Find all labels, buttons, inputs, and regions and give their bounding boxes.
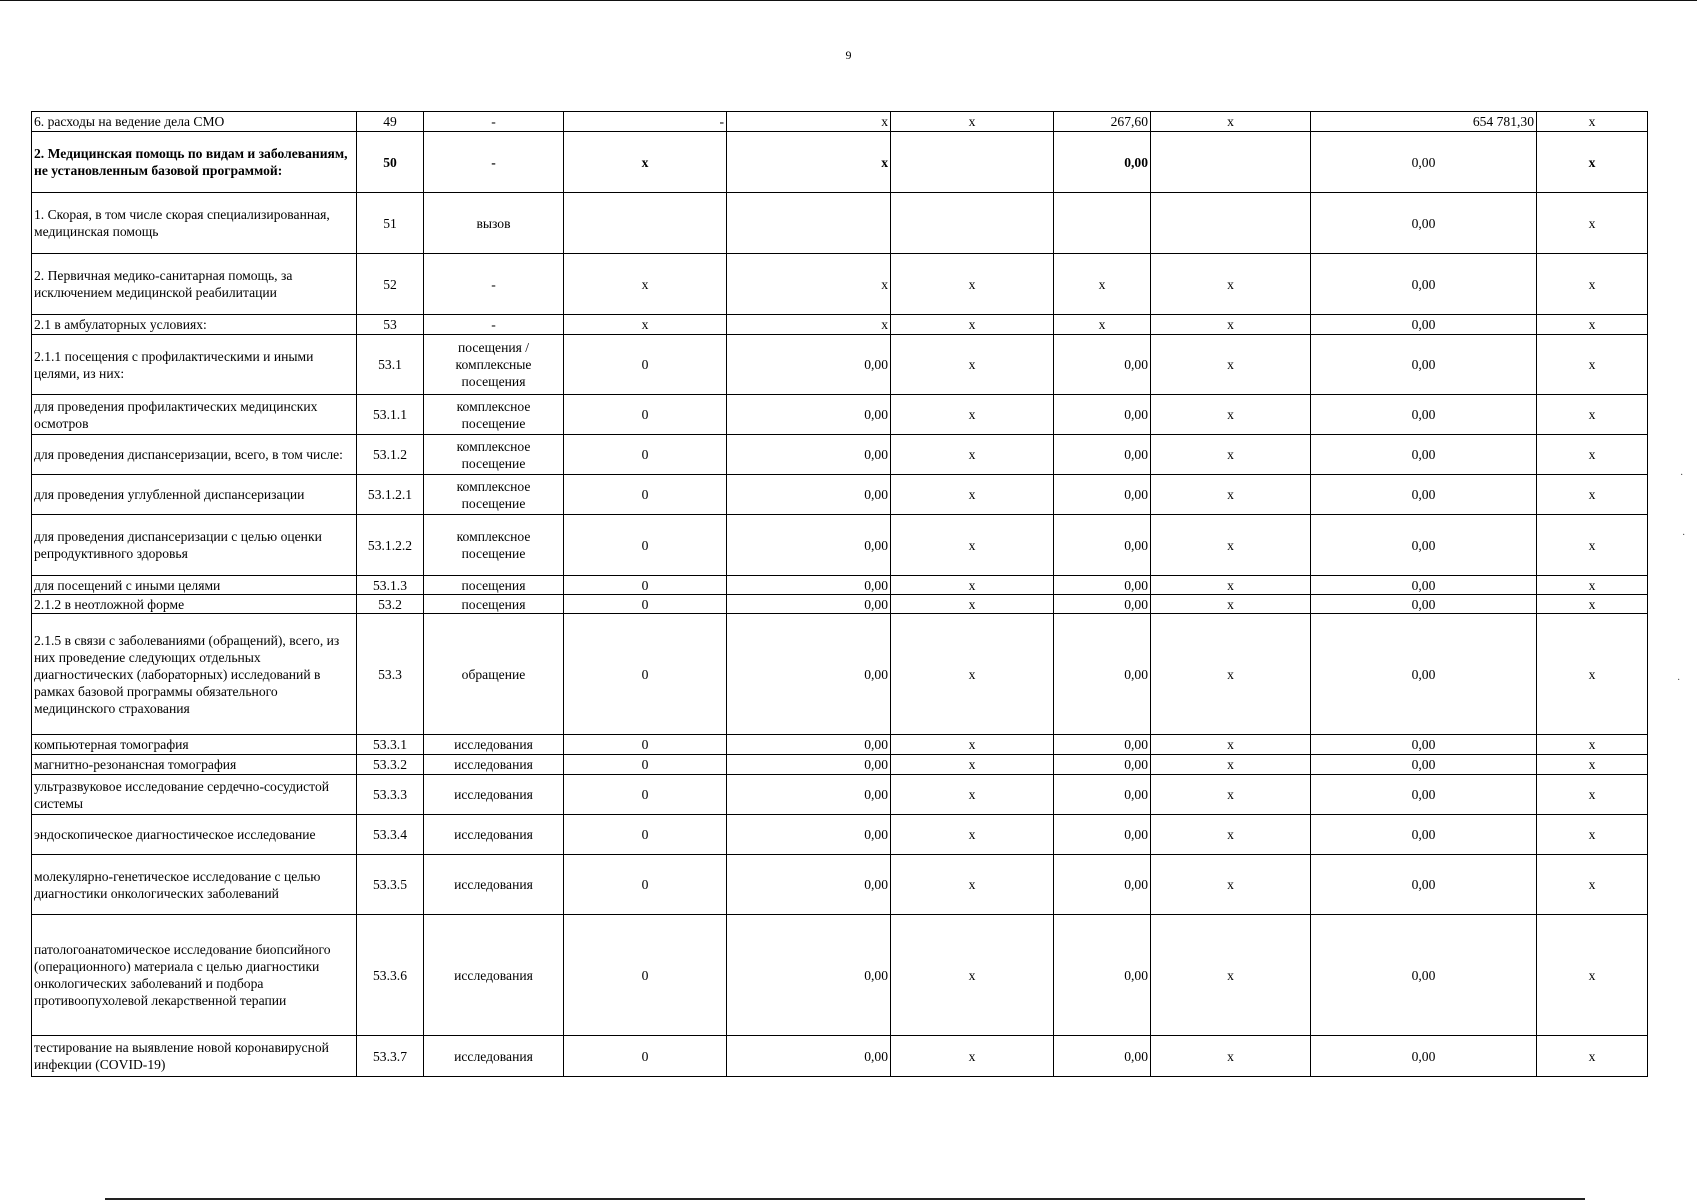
row-code: 53.1.2: [357, 435, 424, 475]
row-col-1: 0: [564, 395, 727, 435]
row-col-3: [891, 193, 1054, 254]
row-code: 53.3.7: [357, 1036, 424, 1077]
row-col-7: x: [1537, 614, 1648, 735]
row-name: 2.1.5 в связи с заболеваниями (обращений), всего, из них проведение следующих отдельных диагностических (лабораторных) исследований в рамках базовой программы обязательного медицинского страхования: [32, 614, 357, 735]
row-col-5: x: [1151, 254, 1311, 315]
row-col-2: 0,00: [727, 775, 891, 815]
row-col-2: x: [727, 112, 891, 132]
row-col-2: x: [727, 315, 891, 335]
table-row: [32, 915, 1648, 1036]
row-col-6: 0,00: [1311, 775, 1537, 815]
row-col-4: [1054, 193, 1151, 254]
row-code: 53.1.3: [357, 576, 424, 595]
table-row: [32, 576, 1648, 595]
table-row: [32, 335, 1648, 395]
row-col-7: x: [1537, 855, 1648, 915]
row-col-2: 0,00: [727, 395, 891, 435]
row-col-2: x: [727, 254, 891, 315]
row-col-7: x: [1537, 435, 1648, 475]
table-row: [32, 755, 1648, 775]
row-col-4: 0,00: [1054, 576, 1151, 595]
row-col-2: 0,00: [727, 614, 891, 735]
row-code: 53.3.6: [357, 915, 424, 1036]
row-col-5: x: [1151, 735, 1311, 755]
row-col-3: x: [891, 775, 1054, 815]
row-name: 6. расходы на ведение дела СМО: [32, 112, 357, 132]
row-code: 50: [357, 132, 424, 193]
table-row: [32, 1036, 1648, 1077]
row-name: для посещений с иными целями: [32, 576, 357, 595]
row-col-2: 0,00: [727, 735, 891, 755]
row-code: 52: [357, 254, 424, 315]
row-col-5: x: [1151, 395, 1311, 435]
scan-speck: ·: [1682, 530, 1686, 541]
row-col-7: x: [1537, 254, 1648, 315]
row-col-4: 0,00: [1054, 915, 1151, 1036]
row-col-2: 0,00: [727, 435, 891, 475]
row-col-4: 0,00: [1054, 775, 1151, 815]
row-col-6: 0,00: [1311, 335, 1537, 395]
table-row: [32, 595, 1648, 614]
row-col-5: x: [1151, 515, 1311, 576]
table-row: [32, 435, 1648, 475]
row-col-7: x: [1537, 775, 1648, 815]
row-name: для проведения диспансеризации, всего, в том числе:: [32, 435, 357, 475]
row-name: магнитно-резонансная томография: [32, 755, 357, 775]
row-col-1: 0: [564, 755, 727, 775]
row-col-7: x: [1537, 193, 1648, 254]
row-code: 53.3.2: [357, 755, 424, 775]
row-name: патологоанатомическое исследование биопсийного (операционного) материала с целью диагностики онкологических заболеваний и подбора противоопухолевой лекарственной терапии: [32, 915, 357, 1036]
row-col-4: 0,00: [1054, 132, 1151, 193]
row-col-7: x: [1537, 315, 1648, 335]
row-unit: исследования: [424, 755, 564, 775]
table-row: [32, 515, 1648, 576]
row-code: 49: [357, 112, 424, 132]
row-col-2: 0,00: [727, 855, 891, 915]
row-code: 53.1.1: [357, 395, 424, 435]
row-col-4: 0,00: [1054, 855, 1151, 915]
row-col-5: x: [1151, 112, 1311, 132]
row-code: 53.3: [357, 614, 424, 735]
row-col-7: x: [1537, 755, 1648, 775]
row-unit: исследования: [424, 855, 564, 915]
row-col-1: 0: [564, 435, 727, 475]
row-col-1: 0: [564, 475, 727, 515]
row-col-1: 0: [564, 775, 727, 815]
row-col-1: 0: [564, 735, 727, 755]
row-col-6: 0,00: [1311, 193, 1537, 254]
table-row: [32, 112, 1648, 132]
table-row: [32, 315, 1648, 335]
row-unit: -: [424, 132, 564, 193]
row-unit: исследования: [424, 1036, 564, 1077]
row-col-3: x: [891, 1036, 1054, 1077]
row-col-3: x: [891, 755, 1054, 775]
row-col-6: 0,00: [1311, 395, 1537, 435]
row-unit: исследования: [424, 815, 564, 855]
row-unit: исследования: [424, 775, 564, 815]
row-col-4: 0,00: [1054, 614, 1151, 735]
row-col-5: x: [1151, 855, 1311, 915]
row-col-2: 0,00: [727, 475, 891, 515]
row-name: компьютерная томография: [32, 735, 357, 755]
row-col-2: 0,00: [727, 815, 891, 855]
row-col-3: [891, 132, 1054, 193]
row-col-3: x: [891, 254, 1054, 315]
row-unit: комплексное посещение: [424, 515, 564, 576]
row-col-2: 0,00: [727, 1036, 891, 1077]
page-number: 9: [845, 48, 852, 62]
row-name: для проведения диспансеризации с целью оценки репродуктивного здоровья: [32, 515, 357, 576]
row-col-4: 0,00: [1054, 815, 1151, 855]
row-code: 53.3.3: [357, 775, 424, 815]
row-col-6: 0,00: [1311, 254, 1537, 315]
row-col-7: x: [1537, 132, 1648, 193]
row-col-6: 0,00: [1311, 132, 1537, 193]
row-col-5: x: [1151, 435, 1311, 475]
row-unit: исследования: [424, 915, 564, 1036]
table-row: [32, 254, 1648, 315]
row-col-5: x: [1151, 475, 1311, 515]
row-col-6: 0,00: [1311, 576, 1537, 595]
scan-speck: ·: [1677, 675, 1681, 686]
row-col-4: x: [1054, 254, 1151, 315]
row-code: 51: [357, 193, 424, 254]
row-col-3: x: [891, 112, 1054, 132]
row-code: 53.3.1: [357, 735, 424, 755]
row-name: для проведения углубленной диспансеризации: [32, 475, 357, 515]
row-name: 2.1.2 в неотложной форме: [32, 595, 357, 614]
report-table: [31, 111, 1648, 1077]
table-row: [32, 395, 1648, 435]
row-col-5: x: [1151, 755, 1311, 775]
row-col-6: 0,00: [1311, 1036, 1537, 1077]
scan-top-border: [0, 0, 1697, 1]
row-col-4: 267,60: [1054, 112, 1151, 132]
row-col-2: x: [727, 132, 891, 193]
row-col-5: x: [1151, 815, 1311, 855]
row-col-1: 0: [564, 1036, 727, 1077]
row-col-6: 0,00: [1311, 815, 1537, 855]
row-col-4: x: [1054, 315, 1151, 335]
row-col-3: x: [891, 576, 1054, 595]
row-unit: -: [424, 112, 564, 132]
row-name: молекулярно-генетическое исследование с целью диагностики онкологических заболеваний: [32, 855, 357, 915]
row-name: 2.1 в амбулаторных условиях:: [32, 315, 357, 335]
row-name: тестирование на выявление новой коронавирусной инфекции (COVID-19): [32, 1036, 357, 1077]
row-col-3: x: [891, 335, 1054, 395]
row-col-7: x: [1537, 475, 1648, 515]
row-col-1: 0: [564, 915, 727, 1036]
row-unit: обращение: [424, 614, 564, 735]
row-unit: -: [424, 254, 564, 315]
row-col-5: x: [1151, 775, 1311, 815]
row-col-2: [727, 193, 891, 254]
row-col-7: x: [1537, 915, 1648, 1036]
row-unit: комплексное посещение: [424, 395, 564, 435]
row-col-7: x: [1537, 595, 1648, 614]
row-code: 53.2: [357, 595, 424, 614]
row-unit: посещения: [424, 576, 564, 595]
row-col-3: x: [891, 595, 1054, 614]
table-row: [32, 775, 1648, 815]
table-row: [32, 815, 1648, 855]
row-col-2: 0,00: [727, 755, 891, 775]
row-col-6: 654 781,30: [1311, 112, 1537, 132]
row-col-4: 0,00: [1054, 435, 1151, 475]
row-col-3: x: [891, 815, 1054, 855]
row-col-1: x: [564, 254, 727, 315]
row-col-3: x: [891, 855, 1054, 915]
row-col-5: [1151, 132, 1311, 193]
row-col-5: x: [1151, 576, 1311, 595]
row-col-3: x: [891, 315, 1054, 335]
row-col-1: 0: [564, 576, 727, 595]
row-col-6: 0,00: [1311, 614, 1537, 735]
row-col-1: 0: [564, 335, 727, 395]
row-col-1: 0: [564, 614, 727, 735]
row-col-3: x: [891, 515, 1054, 576]
row-col-2: 0,00: [727, 335, 891, 395]
row-name: ультразвуковое исследование сердечно-сосудистой системы: [32, 775, 357, 815]
row-col-6: 0,00: [1311, 595, 1537, 614]
row-col-1: 0: [564, 855, 727, 915]
row-unit: исследования: [424, 735, 564, 755]
row-col-4: 0,00: [1054, 735, 1151, 755]
row-col-1: 0: [564, 595, 727, 614]
row-code: 53.1: [357, 335, 424, 395]
row-col-6: 0,00: [1311, 915, 1537, 1036]
row-code: 53.3.5: [357, 855, 424, 915]
row-name: 1. Скорая, в том числе скорая специализированная, медицинская помощь: [32, 193, 357, 254]
row-col-4: 0,00: [1054, 395, 1151, 435]
row-col-7: x: [1537, 335, 1648, 395]
row-col-5: x: [1151, 1036, 1311, 1077]
table-row: [32, 735, 1648, 755]
row-col-1: 0: [564, 815, 727, 855]
row-unit: комплексное посещение: [424, 435, 564, 475]
row-col-6: 0,00: [1311, 475, 1537, 515]
row-col-5: x: [1151, 915, 1311, 1036]
row-col-5: x: [1151, 595, 1311, 614]
row-col-6: 0,00: [1311, 515, 1537, 576]
row-col-3: x: [891, 395, 1054, 435]
row-col-1: [564, 193, 727, 254]
row-name: 2.1.1 посещения с профилактическими и иными целями, из них:: [32, 335, 357, 395]
row-col-2: 0,00: [727, 915, 891, 1036]
row-col-4: 0,00: [1054, 515, 1151, 576]
row-col-4: 0,00: [1054, 595, 1151, 614]
row-name: эндоскопическое диагностическое исследование: [32, 815, 357, 855]
table-row: [32, 475, 1648, 515]
row-code: 53.1.2.2: [357, 515, 424, 576]
table-row: [32, 855, 1648, 915]
row-col-5: x: [1151, 614, 1311, 735]
row-col-3: x: [891, 614, 1054, 735]
row-col-5: x: [1151, 315, 1311, 335]
row-name: для проведения профилактических медицинских осмотров: [32, 395, 357, 435]
row-unit: вызов: [424, 193, 564, 254]
row-col-4: 0,00: [1054, 755, 1151, 775]
table-row: [32, 614, 1648, 735]
row-col-4: 0,00: [1054, 335, 1151, 395]
row-col-6: 0,00: [1311, 855, 1537, 915]
row-col-1: -: [564, 112, 727, 132]
row-col-7: x: [1537, 815, 1648, 855]
row-col-3: x: [891, 475, 1054, 515]
row-col-2: 0,00: [727, 515, 891, 576]
table-row: [32, 193, 1648, 254]
row-col-6: 0,00: [1311, 315, 1537, 335]
row-col-7: x: [1537, 576, 1648, 595]
row-col-5: [1151, 193, 1311, 254]
row-name: 2. Первичная медико-санитарная помощь, за исключением медицинской реабилитации: [32, 254, 357, 315]
row-col-6: 0,00: [1311, 435, 1537, 475]
row-col-7: x: [1537, 735, 1648, 755]
row-col-3: x: [891, 915, 1054, 1036]
row-unit: посещения: [424, 595, 564, 614]
row-col-4: 0,00: [1054, 475, 1151, 515]
row-name: 2. Медицинская помощь по видам и заболеваниям, не установленным базовой программой:: [32, 132, 357, 193]
row-col-7: x: [1537, 395, 1648, 435]
row-code: 53: [357, 315, 424, 335]
row-code: 53.3.4: [357, 815, 424, 855]
row-col-1: x: [564, 132, 727, 193]
row-col-3: x: [891, 735, 1054, 755]
row-col-2: 0,00: [727, 576, 891, 595]
row-col-5: x: [1151, 335, 1311, 395]
scan-speck: ·: [1680, 470, 1684, 481]
row-code: 53.1.2.1: [357, 475, 424, 515]
row-col-6: 0,00: [1311, 735, 1537, 755]
row-col-1: x: [564, 315, 727, 335]
table-row: [32, 132, 1648, 193]
table-body: [32, 112, 1648, 1077]
row-unit: комплексное посещение: [424, 475, 564, 515]
row-col-1: 0: [564, 515, 727, 576]
row-col-7: x: [1537, 112, 1648, 132]
row-col-4: 0,00: [1054, 1036, 1151, 1077]
row-col-7: x: [1537, 1036, 1648, 1077]
row-col-6: 0,00: [1311, 755, 1537, 775]
row-col-2: 0,00: [727, 595, 891, 614]
row-unit: посещения / комплексные посещения: [424, 335, 564, 395]
row-col-3: x: [891, 435, 1054, 475]
row-col-7: x: [1537, 515, 1648, 576]
row-unit: -: [424, 315, 564, 335]
